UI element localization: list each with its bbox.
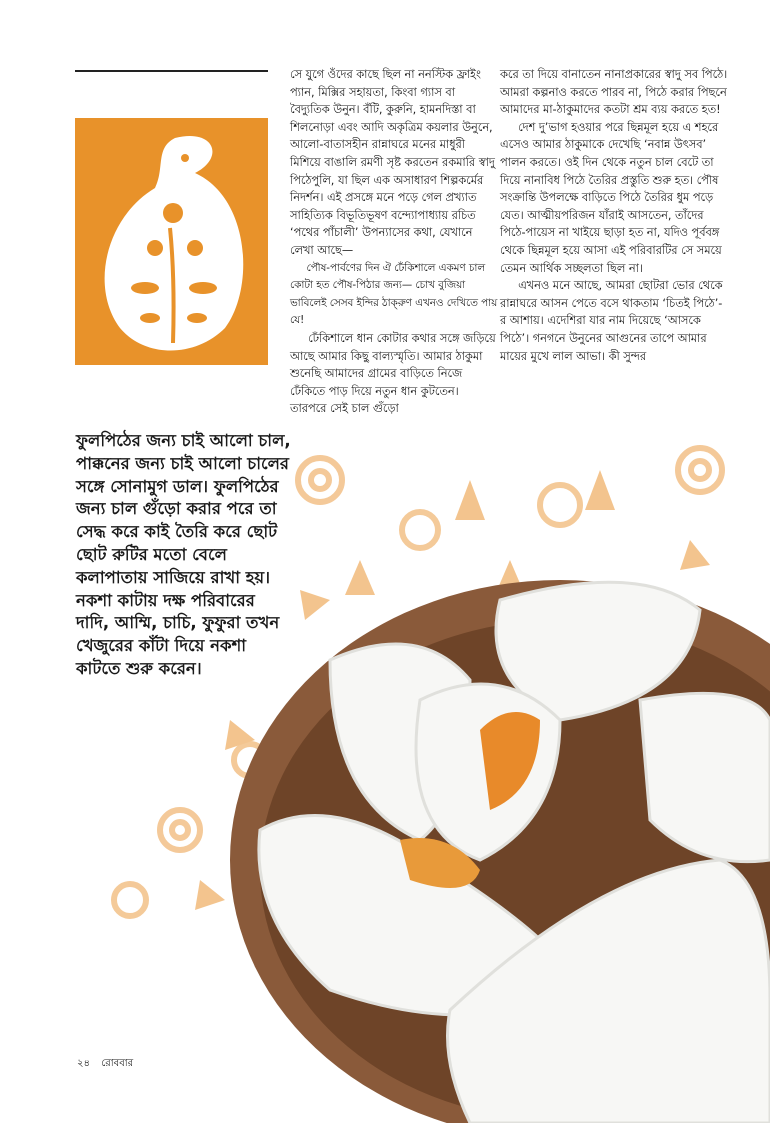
page-footer: [77, 1056, 141, 1073]
section-name: রোববার: [101, 1058, 134, 1069]
block-quote: পৌষ-পার্বণের দিন ঐ ঢেঁকিশালে একমণ চাল কোটা হত পৌষ-পিঠার জন্য— চোখ বুজিয়া ভাবিলেই সেসব ইন্দির ঠাক্‌রুণ এখনও দেখিতে পায় যে!: [290, 261, 498, 327]
body-paragraph: ঢেঁকিশালে ধান কোটার কথার সঙ্গে জড়িয়ে আছে আমার কিছু বাল্যস্মৃতি। আমার ঠাকুমা শুনেছি আমাদের গ্রামের বাড়িতে নিজে ঢেঁকিতে পাড় দিয়ে নতুন ধান কুটতেন। তারপরে সেই চাল গুঁড়ো: [290, 331, 496, 416]
body-paragraph: করে তা দিয়ে বানাতেন নানাপ্রকারের স্বাদু সব পিঠে। আমরা কল্পনাও করতে পারব না, পিঠে করার পিছনে আমাদের মা-ঠাকুমাদের কতটা শ্রম ব্যয় করতে হত!: [500, 68, 728, 117]
photo-caption: ফুলপিঠের জন্য চাই আলো চাল, পাক্কনের জন্য চাই আলো চালের সঙ্গে সোনামুগ ডাল। ফুলপিঠের জন্য চাল গুঁড়ো করার পরে তা সেদ্ধ করে কাই তৈরি করে ছোট ছোট রুটির মতো বেলে কলাপাতায় সাজিয়ে রাখা হয়। নকশা কাটায় দক্ষ পরিবারের দাদি, আম্মি, চাচি, ফুফুরা তখন খেজুরের কাঁটা দিয়ে নকশা কাটতে শুরু করেন।: [76, 431, 291, 678]
body-paragraph: দেশ দু’ভাগ হওয়ার পরে ছিন্নমূল হয়ে এ শহরে এসেও আমার ঠাকুমাকে দেখেছি ‘নবান্ন উৎসব’ পালন করতে। ওই দিন থেকে নতুন চাল বেটে তা দিয়ে নানাবিধ পিঠে তৈরির প্রস্তুতি শুরু হত। পৌষ সংক্রান্তি উপলক্ষে বাড়িতে পিঠে তৈরির ধুম পড়ে যেত। আত্মীয়পরিজন যাঁরাই আসতেন, তাঁদের পিঠে-পায়েস না খাইয়ে ছাড়া হত না, যদিও পূর্ববঙ্গ থেকে ছিন্নমূল হয়ে আসা এই পরিবারটির সে সময়ে তেমন আর্থিক সচ্ছলতা ছিল না।: [500, 120, 722, 275]
article-column-2: [500, 66, 728, 365]
body-paragraph: এখনও মনে আছে, আমরা ছোটরা ভোর থেকে রান্নাঘরে আসন পেতে বসে থাকতাম ‘চিতই পিঠে’-র আশায়। এদেশিরা যার নাম দিয়েছে ‘আসকে পিঠে’। গনগনে উনুনের আগুনের তাপে আমার মায়ের মুখে লাল আভা। কী সুন্দর: [500, 279, 723, 363]
body-paragraph: সে যুগে ওঁদের কাছে ছিল না ননস্টিক ফ্রাইং প্যান, মিক্সির সহায়তা, কিংবা গ্যাস বা বৈদ্যুতিক উনুন। বঁটি, কুরুনি, হামনদিস্তা বা শিলনোড়া এবং আদি অকৃত্রিম কয়লার উনুনে, আলো-বাতাসহীন রান্নাঘরে মনের মাধুরী মিশিয়ে বাঙালি রমণী সৃষ্ট করতেন রকমারি স্বাদু পিঠেপুলি, যা ছিল এক অসাধারণ শিল্পকর্মের নিদর্শন। এই প্রসঙ্গে মনে পড়ে গেল প্রখ্যাত সাহিত্যিক বিভূতিভূষণ বন্দ্যোপাধ্যায় রচিত ‘পথের পাঁচালী’ উপন্যাসের কথা, যেখানে লেখা আছে—: [290, 68, 495, 257]
article-column-1: [290, 66, 498, 418]
page-number: ২৪: [77, 1058, 90, 1069]
